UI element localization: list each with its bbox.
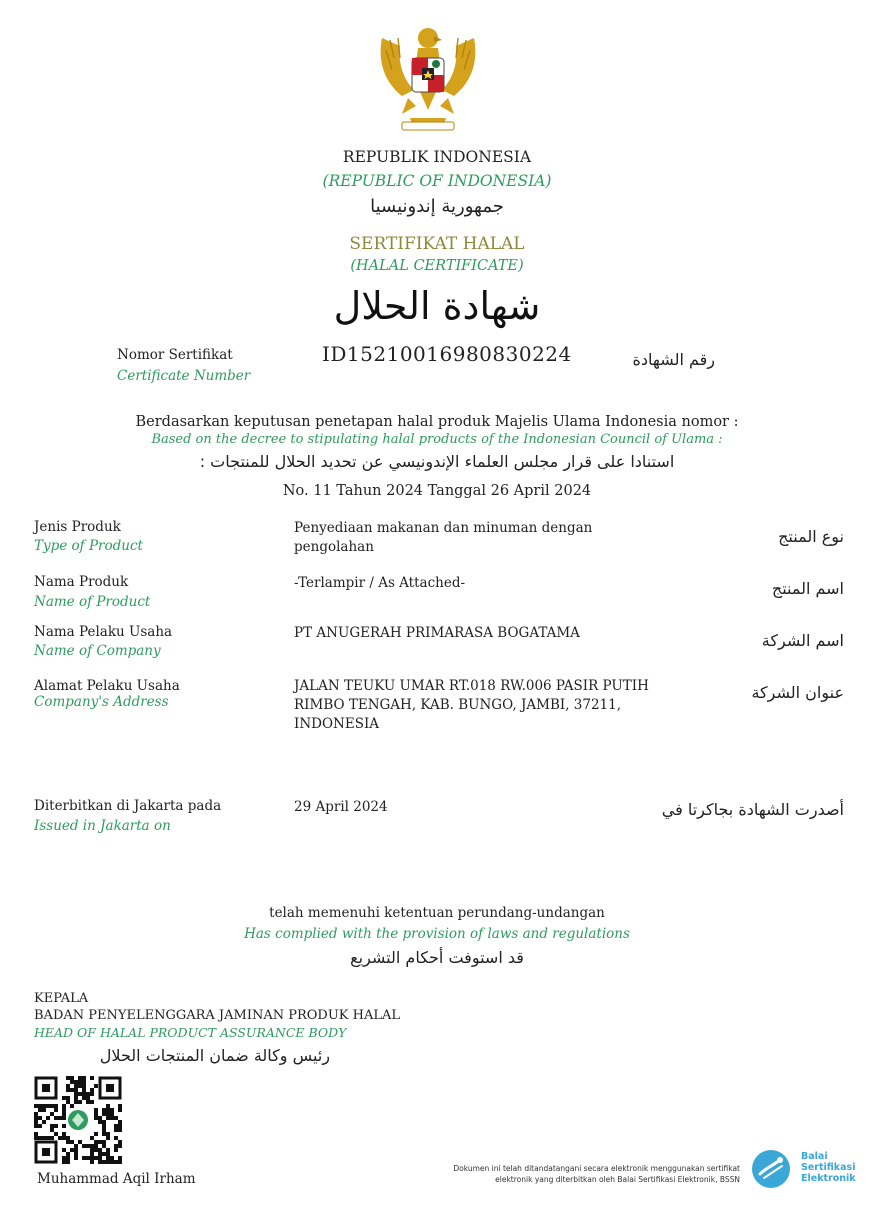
product-name-label: Nama Produk [34, 574, 129, 590]
decree-text: Berdasarkan keputusan penetapan halal produk Majelis Ulama Indonesia nomor : [135, 414, 739, 430]
issued-label: Diterbitkan di Jakarta pada [34, 798, 222, 814]
garuda-emblem [372, 18, 484, 136]
compliance-text-ar: قد استوفت أحكام التشريع [350, 948, 524, 967]
decree-text-en: Based on the decree to stipulating halal products of the Indonesian Council of Ulama : [151, 432, 723, 447]
company-name-label: Nama Pelaku Usaha [34, 624, 173, 640]
certificate-title-ar: شهادة الحلال [333, 284, 541, 328]
certificate-number-label-ar: رقم الشهادة [632, 350, 715, 369]
signatory-title: KEPALA [34, 991, 89, 1006]
product-type-label-en: Type of Product [34, 538, 143, 554]
bsre-line2: Sertifikasi [801, 1162, 856, 1173]
signatory-agency: BADAN PENYELENGGARA JAMINAN PRODUK HALAL [34, 1008, 401, 1023]
issued-date: 29 April 2024 [294, 799, 388, 815]
product-name-value: -Terlampir / As Attached- [294, 575, 466, 591]
product-type-label: Jenis Produk [34, 519, 121, 535]
country-name-ar: جمهورية إندونيسيا [370, 196, 504, 217]
company-address-label-en: Company's Address [34, 694, 169, 710]
country-name: REPUBLIK INDONESIA [342, 148, 532, 166]
qr-code [34, 1076, 122, 1164]
company-name-value: PT ANUGERAH PRIMARASA BOGATAMA [294, 625, 580, 641]
certificate-title-en: (HALAL CERTIFICATE) [350, 258, 524, 274]
certificate-number-label: Nomor Sertifikat [117, 347, 233, 363]
bsre-logo-icon [750, 1148, 792, 1190]
esign-note-line1: Dokumen ini telah ditandatangani secara elektronik menggunakan sertifikat [453, 1164, 740, 1173]
certificate-number: ID15210016980830224 [322, 342, 572, 366]
compliance-text-en: Has complied with the provision of laws and regulations [244, 926, 630, 942]
company-name-label-en: Name of Company [34, 643, 161, 659]
signatory-name: Muhammad Aqil Irham [37, 1171, 196, 1187]
product-name-label-ar: اسم المنتج [771, 579, 844, 598]
company-name-label-ar: اسم الشركة [761, 631, 844, 650]
esign-note-line2: elektronik yang diterbitkan oleh Balai Sertifikasi Elektronik, BSSN [495, 1175, 740, 1184]
issued-label-ar: أصدرت الشهادة بجاكرتا في [661, 800, 844, 819]
company-address-value: JALAN TEUKU UMAR RT.018 RW.006 PASIR PUTIH RIMBO TENGAH, KAB. BUNGO, JAMBI, 37211, INDONESIA [294, 678, 649, 732]
bsre-line1: Balai [801, 1151, 828, 1162]
garuda-right-wing [442, 38, 475, 96]
signatory-agency-ar: رئيس وكالة ضمان المنتجات الحلال [99, 1046, 330, 1065]
decree-text-ar: استنادا على قرار مجلس العلماء الإندونيسي عن تحديد الحلال للمنتجات : [199, 452, 675, 471]
company-address-label: Alamat Pelaku Usaha [34, 678, 180, 694]
issued-label-en: Issued in Jakarta on [34, 818, 171, 834]
compliance-text: telah memenuhi ketentuan perundang-undangan [269, 905, 605, 921]
company-address-label-ar: عنوان الشركة [751, 683, 844, 702]
signatory-agency-en: HEAD OF HALAL PRODUCT ASSURANCE BODY [34, 1025, 347, 1040]
esign-note [420, 1163, 740, 1185]
certificate-title: SERTIFIKAT HALAL [349, 234, 525, 254]
bsre-line3: Elektronik [801, 1173, 856, 1184]
decree-number: No. 11 Tahun 2024 Tanggal 26 April 2024 [282, 483, 592, 499]
product-type-label-ar: نوع المنتج [778, 527, 844, 546]
product-name-label-en: Name of Product [34, 594, 151, 610]
garuda-left-wing [381, 38, 414, 96]
product-type-value: Penyediaan makanan dan minuman dengan pengolahan [294, 520, 593, 555]
bsre-logo-text [801, 1151, 856, 1184]
country-name-en: (REPUBLIC OF INDONESIA) [322, 172, 552, 190]
certificate-number-label-en: Certificate Number [117, 368, 251, 384]
